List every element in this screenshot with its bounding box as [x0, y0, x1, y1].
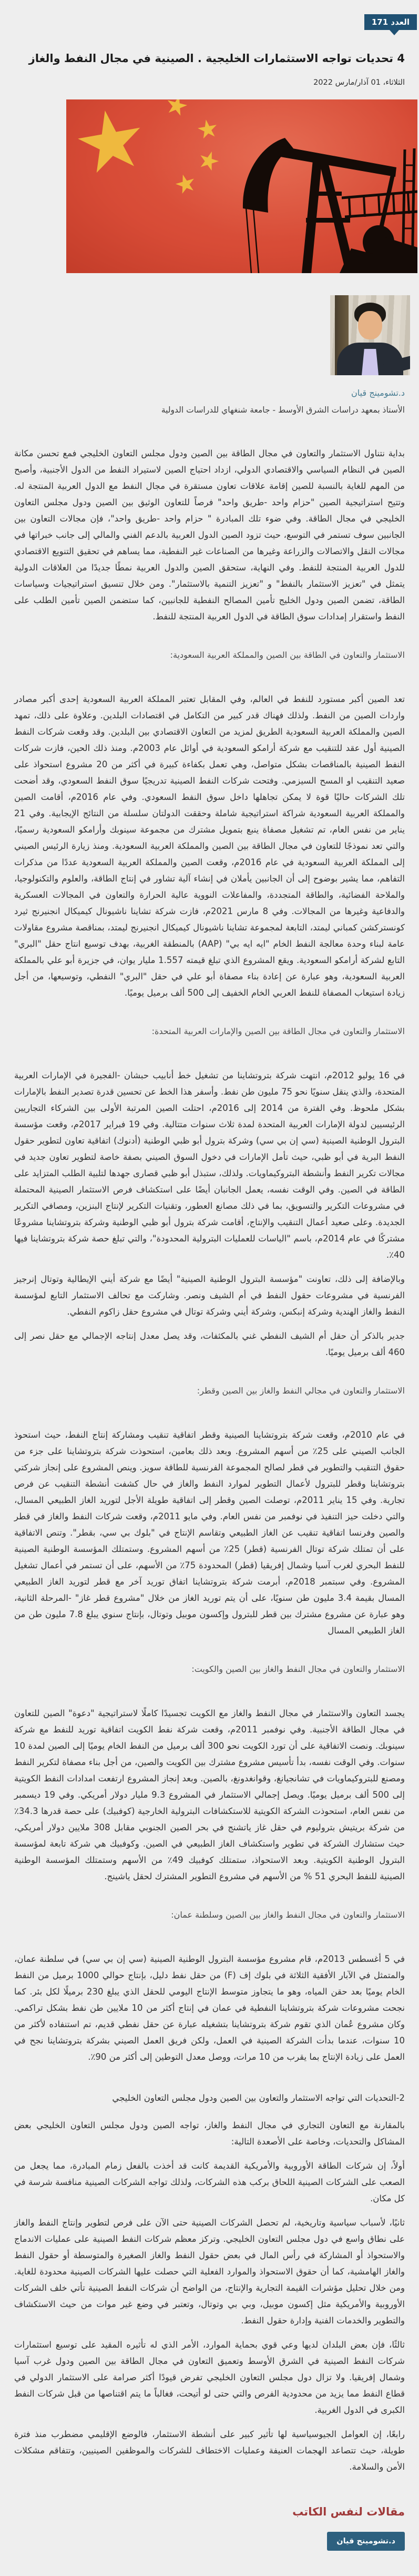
page-header — [0, 0, 419, 87]
issue-badge-wrap — [0, 0, 419, 35]
china-flag-small-star — [173, 172, 198, 196]
paragraph: يجسد التعاون والاستثمار في مجال النفط والغاز مع الكويت تجسيدًا كاملًا لاستراتيجية "دعوة" الصين للتعاون في مجال الطاقة الأجنبية. وفي نوفمبر 2011م، وقعت شركة نفط الكويت اتفاقية توريد للنفط مع شركة سينوبك. ونصت الاتفاقية على أن تورد الكويت نحو 300 ألف برميل من النفط الخام يوميًا إلى الصين لمدة 10 سنوات. وفي الوقت نفسه، بدأ تأسيس مشروع مشترك بين الكويت والصين، من أجل بناء مصفاة لتكرير النفط ومصنع للبتروكيماويات في تشانجيانغ، وقوانغدونغ، بالصين. وبعد إنجاز المشروع ارتفعت امدادات النفط الكويتية إلى 500 ألف برميل يوميًا. ويصل إجمالي الاستثمار في المشروع 9.3 مليار دولار أمريكي. وفي 19 ديسمبر من نفس العام، استحوذت الشركة الكويتية للاستكشافات البترولية الخارجية (كوفبيك) على حصة قدرها 34.3٪ من شركة بريتيش بتروليوم في حقل غاز ياتشنج في بحر الصين الجنوبي مقابل 308 ملايين دولار أمريكي، حيث ستشارك الشركة في تطوير واستكشاف الغاز الطبيعي في الصين. وكوفبيك هي شركة تابعة لمؤسسة البترول الوطنية الكويتية. وبعد الاستحواذ، ستمتلك كوفبيك 49٪ من الأسهم وستمتلك المؤسسة الوطنية الصينية للنفط البحري 51 % من الأسهم في مشروع التطوير المشترك لحقل ياشينج. — [14, 1708, 405, 1881]
issue-badge[interactable]: العدد 171 — [364, 14, 417, 30]
paragraph: وبالإضافة إلى ذلك، تعاونت "مؤسسة البترول الوطنية الصينية" أيضًا مع شركة أيني الإيطالية وتوتال إنرجيز الفرنسية في مشروعات حقول النفط في أم الشيف ونصر. وشاركت مع تحالف الاستثمار التابع لمؤسسة النفط والغاز الهندية وشركة إنبكس، وشركة أيني وشركة توتال في مشروع حقل زاكوم النفطي. — [14, 1274, 405, 1317]
paragraph: أولاً، إن شركات الطاقة الأوروبية والأمريكية القديمة كانت قد أخذت بالفعل زمام المبادرة، مما يجعل من الصعب على الشركات الصينية اللحاق بركب هذه الشركات، ولذلك تواجه الشركات الصينية منافسة شرسة في كل مكان. — [14, 2161, 405, 2203]
china-flag-small-star — [196, 118, 219, 141]
paragraph: ثالثًا، فإن بعض البلدان لديها وعي قوي بحماية الموارد، الأمر الذي له تأثيره المقيد على توسيع استثمارات شركات النفط الصينية في الشرق الأوسط وتعميق التعاون في مجال الطاقة بين الصين ودول غرب آسيا وشمال إفريقيا. ولا تزال دول مجلس التعاون الخليجي تفرض قيودًا أكثر صرامة على الاستثمار الدولي في قطاع النفط مما يزيد من محدودية الفرص والتي حتى لو أتيحت، فغالباً ما يتم اقتناصها من قبل شركات النفط الكبرى في الدول الغربية. — [14, 2340, 405, 2415]
author-photo — [330, 295, 410, 375]
badge-pointer-icon — [390, 30, 399, 35]
section-heading-challenges: 2-التحديات التي تواجه الاستثمار والتعاون بين الصين ودول مجلس التعاون الخليجي — [112, 2093, 405, 2103]
section-heading-oman: الاستثمار والتعاون في مجال النفط والغاز بين الصين وسلطنة عمان: — [171, 1910, 405, 1920]
paragraph: ثانيًا، لأسباب سياسية وتاريخية، لم تحصل الشركات الصينية حتى الآن على فرص لتطوير وإنتاج النفط والغاز على نطاق واسع في دول مجلس التعاون الخليجي. وتركز معظم شركات النفط الصينية على عمليات الاندماج والاستحواذ أو المشاركة في رأس المال في بعض حقول النفط والغاز الصغيرة والمتوسطة أو حقول النفط والغاز الهامشية، كما أن حقوق الاستحواذ والموارد الفعلية التي حصلت عليها الشركات الصينية محدودة للغاية. ومن خلال تحليل مؤشرات القيمة التجارية والإنتاج، من الواضح أن شركات النفط الصينية تأتي خلف الشركات الأوروبية والأمريكية مثل إكسون موبيل، وبي بي وتوتال، وتعتبر في وضع غير موات من حيث الاستكشاف والتطوير والخدمات الفنية وإدارة حقول النفط. — [14, 2218, 405, 2326]
china-flag-small-star — [196, 148, 221, 174]
paragraph: رابعًا، إن العوامل الجيوسياسية لها تأثير كبير على أنشطة الاستثمار، فالوضع الإقليمي مضطرب منذ فترة طويلة، حيث تتصاعد الهجمات العنيفة وعمليات الاختطاف للشركات والموظفين الصينيين، وتتفاقم مشكلات الأمن والسلامة. — [14, 2429, 405, 2472]
paragraph: في 5 أغسطس 2013م، قام مشروع مؤسسة البترول الوطنية الصينية (سي إن بي سي) في سلطنة عمان، والمتمثل في الآبار الأفقية الثلاثة في بلوك إف (F) من حقل نفط دليل، بإنتاج حوالي 1000 برميل من النفط الخام يوميًا بعد حقن المياه، وهو ما يتجاوز متوسط الإنتاج اليومي للحقل الذي يبلغ 230 برميلًا لكل بئر. كما نجحت مشروعات شركة بتروتشاينا النفطية في عمان في إنتاج أكثر من 10 ملايين طن نفط بشكل تراكمي. وكان مشروع عُمان الذي تقوم شركة بتروتشاينا بتشغيله عبارة عن حقل نفطي قديم، تم استنفاده لأكثر من 10 سنوات، عندما بدأت الشركة الصينية في العمل، ولكن فريق العمل الصيني بشركة بتروتشاينا نجح في العمل على زيادة الإنتاج بما يقرب من 10 مرات، ووصل معدل التوطين إلى أكثر من 90٪. — [14, 1954, 405, 2062]
section-heading-uae: الاستثمار والتعاون في مجال الطاقة بين الصين والإمارات العربية المتحدة: — [151, 1026, 405, 1036]
author-articles-button[interactable]: د.تشومينج قيان — [327, 2532, 405, 2551]
article-body — [0, 415, 419, 2475]
author-affiliation: الأستاذ بمعهد دراسات الشرق الأوسط - جامعة شنغهاي للدراسات الدولية — [161, 405, 405, 415]
article-date: الثلاثاء، 01 آذار/مارس 2022 — [313, 78, 405, 87]
paragraph: تعد الصين أكبر مستورد للنفط في العالم، وفي المقابل تعتبر المملكة العربية السعودية إحدى أكبر مصادر واردات الصين من النفط. ولذلك فهناك قدر كبير من التكامل في اقتصادات البلدين. وعلاوة على ذلك، تمهد الصين والمملكة العربية السعودية الطريق لمزيد من التعاون الاقتصادي بين البلدين. وقد وقعت شركات النفط الصينية أول عقد للتنقيب مع شركة أرامكو السعودية في أوائل عام 2003م. ومنذ ذلك الحين، فازت شركات النفط الصينية بالمناقصات بشكل متواصل، وهي تعمل بكفاءة كبيرة في أكثر من 20 مشروع استحواذ على صعيد التنقيب او المسح السيزمي. وفتحت شركات النفط الصينية تدريجيًا سوق النفط السعودي، وقد أضحت تلك الشركات حاليًا قوة لا يمكن تجاهلها داخل سوق النفط السعودي. وفي عام 2016م، أقامت الصين والمملكة العربية السعودية شراكة استراتيجية شاملة وحققت الدولتان سلسلة من النتائج الإيجابية. وفي 21 يناير من نفس العام، تم تشغيل مصفاة ينبع بتمويل مشترك من مجموعة سينوبك وأرامكو السعودية رسميًا، والتي تعد نموذجًا للتعاون في مجال الطاقة بين الصين والمملكة العربية السعودية. ومنذ زيارة الرئيس الصيني إلى المملكة العربية السعودية في عام 2016م، وقعت الصين والمملكة العربية السعودية عددًا من مذكرات التفاهم، مما يشير بوضوح إلى أن الجانبين يأملان في إنشاء آلية تشاور في إنتاج الطاقة، والعلوم والتكنولوجيا، والملاحة الفضائية، والطاقة المتجددة، والمفاعلات النووية عالية الحرارة والتعاون في المجالات العسكرية والدفاعية وغيرها من المجالات. وفي 8 مارس 2021م، فازت شركة تشاينا ناشيونال كيميكال انجنيرنج ثيرد كونستركشن كمباني ليمتد، التابعة لمجموعة تشاينا ناشيونال كيميكال انجنيرنج ليمتد، بمناقصة مشروع مقاولات عامة لبناء وحدة معالجة النفط الخام "ايه ايه بي" (AAP) بالمنطقة الغربية، بهدف توسيع انتاج حقل "البري" التابع لشركة أرامكو السعودية. ويقع المشروع الذي تبلغ قيمته 1.557 مليار يوان، في جزيرة أبو علي بالمملكة العربية السعودية، وهو عبارة عن إعادة بناء مصفاة أبو علي في حقل "البري" النفطي، وتوسيعها، من أجل زيادة استيعاب المصفاة للنفط العربي الخام الخفيف إلى 500 ألف برميل يوميًا. — [14, 694, 405, 998]
intro-paragraph: بداية نتناول الاستثمار والتعاون في مجال الطاقة بين الصين ودول مجلس التعاون الخليجي فمع تحسن مكانة الصين في النظام السياسي والاقتصادي الدولي، ازداد احتياج الصين لاستيراد النفط من الدول الأجنبية، وأصبح من المهم للغاية بالنسبة للصين إقامة علاقات تعاون مستقرة في مجال النفط مع الدول العربية المنتجة له. وتتيح استراتيجية الصين "حزام واحد -طريق واحد" فرصاً للتعاون الوثيق بين الصين ودول مجلس التعاون الخليجي في مجال الطاقة. وفي ضوء تلك المبادرة " حزام واحد -طريق واحد"، فإن مجالات التعاون بين الجانبين سوف تستمر في التوسع، حيث تزود الصين الدول العربية بالدعم الفني والمالي إلى جانب خبراتها في مجالات النقل والاتصالات والزراعة وغيرها من الصناعات غير النفطية، مما يساهم في تحقيق التنويع الاقتصادي للدول العربية المنتجة للنفط. وفي النهاية، ستحقق الصين والدول العربية نمطًا جديدًا من العلاقات الدولية يتمثل في "تعزيز الاستثمار بالنفط" و "تعزيز التنمية بالاستثمار". ومن خلال تنسيق استراتيجيات وسياسات الطاقة، تضمن الصين ودول الخليج تأمين المصالح النفطية للجانبين، كما ستضمن الصين تأمين الطلب على النفط واستقرار إمدادات سوق الطاقة في الدول العربية المنتجة للنفط. — [14, 448, 405, 622]
page-footer — [0, 2505, 419, 2576]
author-block — [0, 295, 419, 415]
section-heading-kuwait: الاستثمار والتعاون في مجال النفط والغاز بين الصين والكويت: — [191, 1664, 405, 1674]
china-flag-big-star — [73, 105, 149, 181]
oil-pumpjack-silhouette — [223, 118, 417, 273]
section-heading-saudi: الاستثمار والتعاون في الطاقة بين الصين والمملكة العربية السعودية: — [170, 650, 405, 660]
paragraph: في 16 يوليو 2012م، انتهت شركة بتروتشاينا من تشغيل خط أنابيب حبشان -الفجيرة في الإمارات العربية المتحدة، والذي ينقل سنويًا نحو 75 مليون طن نفط. وأسفر هذا الخط عن تحسين قدرة تصدير النفط بالإمارات بشكل ملحوظ. وفي الفترة من 2014 إلى 2016م، احتلت الصين المرتبة الأولى بين الشركاء التجاريين الرئيسيين لدولة الإمارات العربية المتحدة لمدة ثلاث سنوات متتالية. وفي 19 فبراير 2017م، وقعت مؤسسة البترول الوطنية الصينية (سي إن بي سي) وشركة بترول أبو ظبي الوطنية (أدنوك) اتفاقية تعاون لتطوير حقول النفط البرية في أبو ظبي، حيث تأمل الإمارات في دخول السوق الصيني بصفة خاصة لتطوير تعاون جديد في مجالات تكرير النفط وأنشطة البتروكيماويات. ولذلك، ستبذل أبو ظبي قصارى جهدها لتلبية الطلب المتزايد على الطاقة في الصين. وفي الوقت نفسه، يعمل الجانبان أيضًا على استكشاف فرص الاستثمار الصينية المحتملة في مشروعات التكرير والتسويق، بما في ذلك مصانع العطور، وتقنيات التكرير لإنتاج البنزين، ومصافي التكرير الجديدة. وعلى صعيد أعمال التنقيب والإنتاج، أقامت شركة بترول أبو ظبي الوطنية وشركة بتروتشاينا مشروعًا مشتركًا في عام 2014م، باسم "الياسات للعمليات البترولية المحدودة"، والتي تبلغ حصة شركة بتروتشاينا فيها 40٪. — [14, 1070, 405, 1260]
related-articles-heading: مقالات لنفس الكاتب — [292, 2505, 405, 2518]
paragraph: جدير بالذكر أن حقل أم الشيف النفطي غني بالمكثفات، وقد يصل معدل إنتاجه الإجمالي مع حقل نصر إلى 460 ألف برميل يوميًا. — [14, 1331, 405, 1357]
author-name[interactable]: د.تشومينج قيان — [351, 388, 405, 398]
page-title: 4 تحديات تواجه الاستثمارات الخليجية . الصينية في مجال النفط والغاز — [28, 52, 405, 65]
hero-image — [66, 99, 417, 273]
paragraph: بالمقارنة مع التعاون التجاري في مجال النفط والغاز، تواجه الصين ودول مجلس التعاون الخليجي بعض المشاكل والتحديات، وخاصة على الأصعدة التالية: — [14, 2120, 405, 2147]
china-flag-small-star — [164, 99, 189, 118]
photo-face — [358, 311, 382, 339]
paragraph: في عام 2010م، وقعت شركة بتروتشاينا الصينية وقطر اتفاقية تنقيب ومشاركة إنتاج النفط، حيث استحوذ الجانب الصيني على 25٪ من أسهم المشروع. وبعد ذلك بعامين، استحوذت شركة بتروتشاينا على جزء من حقوق التنقيب والتطوير في قطر لصالح المجموعة الفرنسية للطاقة سويز. وينص المشروع على إنجاز شركتي بتروتشاينا وقطر للبترول لأعمال التطوير لموارد النفط والغاز في حال كشفت أنشطة التنقيب عن فرص تجارية. وفي 15 يناير 2011م، توصلت الصين وقطر إلى اتفاقية طويلة الأجل لتوريد الغاز الطبيعي المسال، والتي دخلت حيز التنفيذ في نوفمبر من نفس العام. وفي مايو 2011م، وقعت شركات النفط والغاز في قطر والصين وفرنسا اتفاقية تنقيب عن الغاز الطبيعي وتقاسم الإنتاج في "بلوك بي سي، بقطر". وتنص الاتفاقية على أن تمتلك شركة توتال الفرنسية (قطر) 25٪ من أسهم المشروع. وستمتلك المؤسسة الوطنية الصينية للنفط البحري لغرب آسيا وشمال إفريقيا (قطر) المحدودة 75٪ من الأسهم، على أن تستمر في أعمال تشغيل المشروع. وفي سبتمبر 2018م، أبرمت شركة بتروتشاينا اتفاق توريد آخر مع قطر لتوريد الغاز الطبيعي المسال بقيمة 3.4 مليون طن سنويًا، على أن يتم توريد الغاز من خلال "مشروع قطر غاز" -المرحلة الثانية، وهو عبارة عن مشروع مشترك بين قطر للبترول وإكسون موبيل وتوتال، بإنتاج سنوي يبلغ 7.8 مليون طن من الغاز الطبيعي المسال — [14, 1430, 405, 1636]
section-heading-qatar: الاستثمار والتعاون في مجالي النفط والغاز بين الصين وقطر: — [197, 1386, 405, 1396]
photo-shirt — [362, 349, 379, 375]
